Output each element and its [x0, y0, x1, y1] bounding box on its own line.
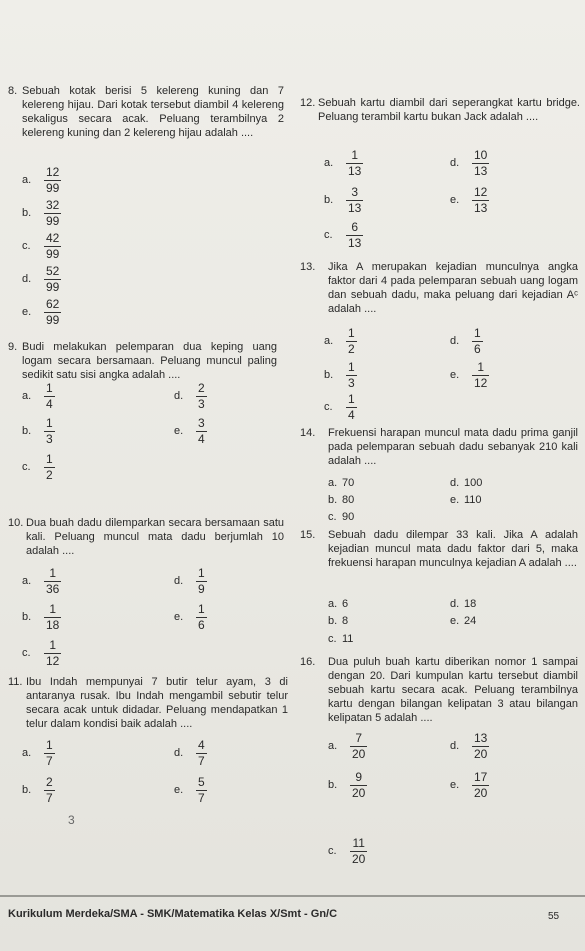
fraction: $\frac{5}{7}$ — [198, 775, 205, 805]
fraction: $\frac{9}{20}$ — [352, 770, 366, 800]
question-text: Dua puluh buah kartu diberikan nomor 1 sampai dengan 20. Dari kumpulan kartu tersebut diambil sebuah kartu secara acak. Peluang terambilnya kartu dengan bilangan kelipatan 3 atau bilangan kelipatan 5 adalah .... — [328, 656, 578, 724]
fraction: $\frac{7}{20}$ — [352, 731, 366, 761]
fraction: $\frac{52}{99}$ — [46, 264, 60, 294]
fraction: $\frac{12}{99}$ — [46, 165, 60, 195]
footer-divider — [0, 895, 585, 897]
option[interactable]: b. 8 — [328, 615, 349, 627]
question-number: 14. — [300, 427, 316, 439]
fraction-partial: 3 — [68, 813, 75, 827]
option[interactable]: d. 100 — [450, 477, 483, 489]
fraction: $\frac{1}{4}$ — [46, 381, 53, 411]
option[interactable]: a. 6 — [328, 598, 349, 610]
question-text: Jika A merupakan kejadian munculnya angka faktor dari 4 pada pelemparan sebuah uang logam dan sebuah dadu, maka peluang dari kejadian Aᶜ adalah .... — [328, 261, 578, 315]
question-text: Sebuah kartu diambil dari seperangkat kartu bridge. Peluang terambil kartu bukan Jack adalah .... — [318, 97, 580, 123]
fraction: $\frac{62}{99}$ — [46, 297, 60, 327]
option[interactable]: c. 11 — [328, 633, 354, 645]
fraction: $\frac{4}{7}$ — [198, 738, 205, 768]
question-text: Sebuah dadu dilempar 33 kali. Jika A adalah kejadian muncul mata dadu faktor dari 5, maka frekuensi harapan munculnya kejadian A adalah .... — [328, 529, 578, 569]
question-number: 15. — [300, 529, 316, 541]
fraction: $\frac{1}{12}$ — [46, 638, 60, 668]
option[interactable]: a. 70 — [328, 477, 355, 489]
fraction: $\frac{1}{13}$ — [348, 148, 362, 178]
fraction: $\frac{1}{6}$ — [474, 326, 481, 356]
question-number: 11. — [8, 676, 23, 688]
fraction: $\frac{1}{6}$ — [198, 602, 205, 632]
option[interactable]: c. 90 — [328, 511, 355, 523]
question-number: 10. — [8, 517, 24, 529]
fraction: $\frac{1}{2}$ — [348, 326, 355, 356]
fraction: $\frac{2}{3}$ — [198, 381, 205, 411]
fraction: $\frac{2}{7}$ — [46, 775, 53, 805]
fraction: $\frac{1}{9}$ — [198, 566, 205, 596]
fraction: $\frac{1}{2}$ — [46, 452, 53, 482]
fraction: $\frac{1}{7}$ — [46, 738, 53, 768]
question-text: Budi melakukan pelemparan dua keping uang logam secara bersamaan. Peluang muncul paling sedikit satu sisi angka adalah .... — [22, 341, 277, 381]
page-footer: Kurikulum Merdeka/SMA - SMK/Matematika Kelas X/Smt - Gn/C — [8, 908, 338, 920]
fraction: $\frac{1}{3}$ — [348, 360, 355, 390]
fraction: $\frac{12}{13}$ — [474, 185, 488, 215]
fraction: $\frac{1}{18}$ — [46, 602, 60, 632]
question-number: 16. — [300, 656, 316, 668]
fraction: $\frac{13}{20}$ — [474, 731, 488, 761]
fraction: $\frac{1}{3}$ — [46, 416, 53, 446]
question-number: 12. — [300, 97, 316, 109]
fraction: $\frac{10}{13}$ — [474, 148, 488, 178]
question-text: Dua buah dadu dilemparkan secara bersamaan satu kali. Peluang muncul mata dadu berjumlah 10 adalah .... — [26, 517, 284, 557]
option[interactable]: e. 24 — [450, 615, 477, 627]
question-number: 8. — [8, 85, 18, 97]
question-text: Ibu Indah mempunyai 7 butir telur ayam, 3 di antaranya rusak. Ibu Indah mengambil sebutir telur secara acak untuk didadar. Peluang mendapatkan 1 telur dalam kondisi baik adalah .... — [26, 676, 288, 730]
fraction: $\frac{32}{99}$ — [46, 198, 60, 228]
fraction: $\frac{17}{20}$ — [474, 770, 488, 800]
fraction: $\frac{1}{12}$ — [474, 360, 488, 390]
fraction: $\frac{11}{20}$ — [352, 836, 366, 866]
option[interactable]: b. 80 — [328, 494, 355, 506]
question-text: Frekuensi harapan muncul mata dadu prima ganjil pada pelemparan sebuah dadu sebanyak 210 kali adalah .... — [328, 427, 578, 467]
fraction: $\frac{3}{13}$ — [348, 185, 362, 215]
option[interactable]: e. 110 — [450, 494, 482, 506]
question-text: Sebuah kotak berisi 5 kelereng kuning dan 7 kelereng hijau. Dari kotak tersebut diambil 4 kelereng sekaligus secara acak. Peluang terambilnya 2 kelereng kuning dan 2 kelereng hijau adalah .... — [22, 85, 284, 139]
fraction: $\frac{1}{4}$ — [348, 392, 355, 422]
worksheet-page: 8. Sebuah kotak berisi 5 kelereng kuning dan 7 kelereng hijau. Dari kotak tersebut diambil 4 kelereng sekaligus secara acak. Peluang terambilnya 2 kelereng kuning dan 2 kelereng hijau adalah .... a. $\frac{12}{99}$ b. $\frac{32}{99}$ c. $\frac{42}{99}$ d. $\frac{52}{99}$ e. $\frac{62}{99}$ 9. Budi melakukan pelemparan dua keping uang logam secara bersamaan. Peluang muncul paling sedikit satu sisi angka adalah .... a. $\frac{1}{4}$ d. $\frac{2}{3}$ b. $\frac{1}{3}$ e. $\frac{3}{4}$ c. $\frac{1}{2}$ 10. Dua buah dadu dilemparkan secara bersamaan satu kali. Peluang muncul mata dadu berjumlah 10 adalah .... a. $\frac{1}{36}$ d. $\frac{1}{9}$ b. $\frac{1}{18}$ e. $\frac{1}{6}$ c. $\frac{1}{12}$ 11. Ibu Indah mempunyai 7 butir telur ayam, 3 di antaranya rusak. Ibu Indah mengambil sebutir telur secara acak untuk didadar. Peluang mendapatkan 1 telur dalam kondisi baik adalah .... a. $\frac{1}{7}$ d. $\frac{4}{7}$ b. $\frac{2}{7}$ e. $\frac{5}{7}$ 3 12. Sebuah kartu diambil dari seperangkat kartu bridge. Peluang terambil kartu bukan Jack adalah .... a. $\frac{1}{13}$ d. $\frac{10}{13}$ b. $\frac{3}{13}$ e. $\frac{12}{13}$ c. $\frac{6}{13}$ 13. Jika A merupakan kejadian munculnya angka faktor dari 4 pada pelemparan sebuah uang logam dan sebuah dadu, maka peluang dari kejadian Aᶜ adalah .... a. $\frac{1}{2}$ d. $\frac{1}{6}$ b. $\frac{1}{3}$ e. $\frac{1}{12}$ c. $\frac{1}{4}$ 14. Frekuensi harapan muncul mata dadu prima ganjil pada pelemparan sebuah dadu sebanyak 210 kali adalah .... a. 70 d. 100 b. 80 e. 110 c. 90 15. Sebuah dadu dilempar 33 kali. Jika A adalah kejadian muncul mata dadu faktor dari 5, maka frekuensi harapan munculnya kejadian A adalah .... a. 6 d. 18 b. 8 e. 24 c. 11 16. Dua puluh buah kartu diberikan nomor 1 sampai dengan 20. Dari kumpulan kartu tersebut diambil sebuah kartu secara acak. Peluang terambilnya kartu dengan bilangan kelipatan 3 atau bilangan kelipatan 5 adalah .... a. $\frac{7}{20}$ d. $\frac{13}{20}$ b. $\frac{9}{20}$ e. $\frac{17}{20}$ c. $\frac{11}{20}$ Kurikulum Merdeka/SMA - SMK/Matematika Kelas X/Smt - Gn/C 55 — [0, 0, 585, 951]
page-number: 55 — [548, 911, 560, 922]
fraction: $\frac{1}{36}$ — [46, 566, 60, 596]
option[interactable]: d. 18 — [450, 598, 477, 610]
question-number: 13. — [300, 261, 316, 273]
question-number: 9. — [8, 341, 18, 353]
fraction: $\frac{3}{4}$ — [198, 416, 205, 446]
fraction: $\frac{6}{13}$ — [348, 220, 362, 250]
fraction: $\frac{42}{99}$ — [46, 231, 60, 261]
